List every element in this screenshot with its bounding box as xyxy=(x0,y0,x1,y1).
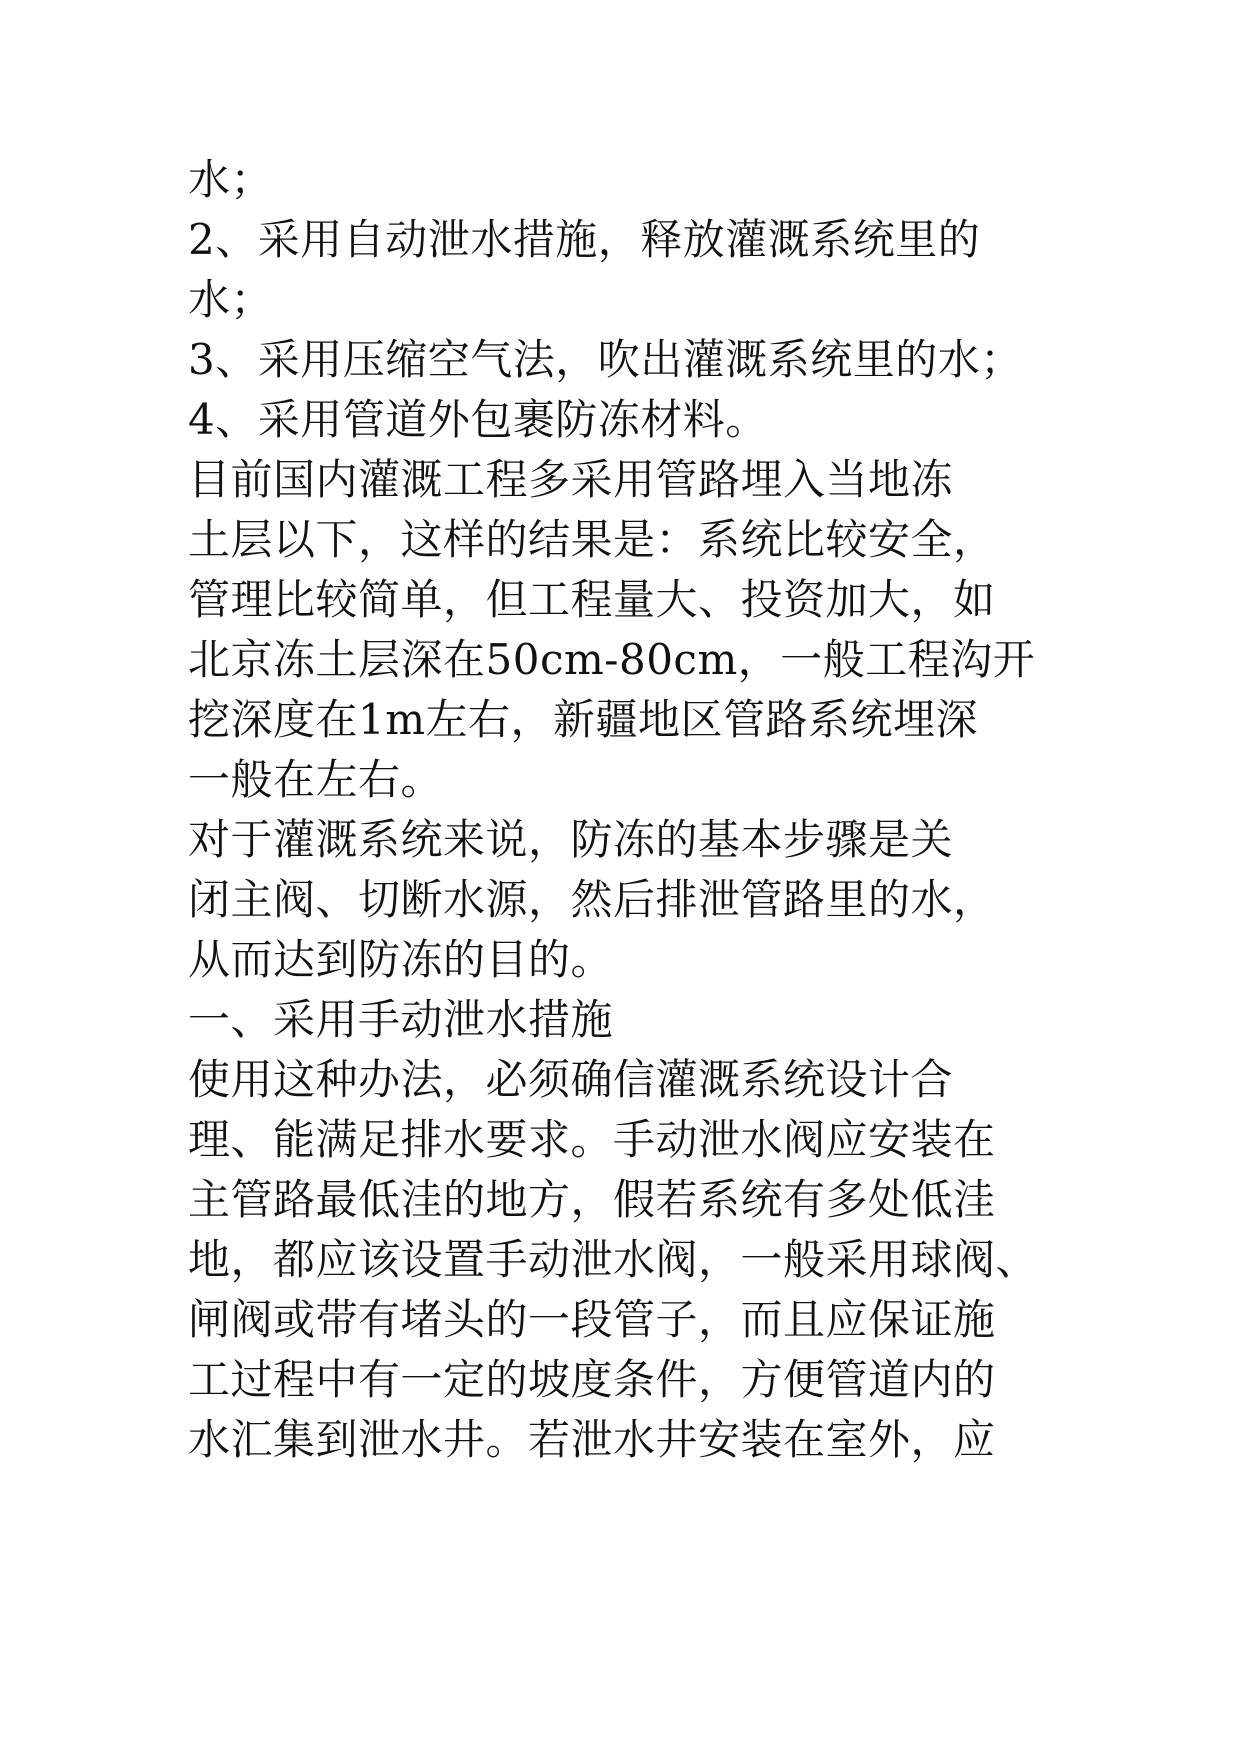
text-line: 对于灌溉系统来说，防冻的基本步骤是关 xyxy=(188,815,954,864)
body-text xyxy=(188,150,1068,1470)
text-line: 土层以下，这样的结果是：系统比较安全， xyxy=(188,515,996,564)
text-line: 地，都应该设置手动泄水阀，一般采用球阀、 xyxy=(188,1235,1039,1284)
text-line: 2、采用自动泄水措施，释放灌溉系统里的 xyxy=(188,215,981,264)
text-line: 闭主阀、切断水源，然后排泄管路里的水， xyxy=(188,875,996,924)
section-heading: 一、采用手动泄水措施 xyxy=(188,995,614,1044)
text-line: 4、采用管道外包裹防冻材料。 xyxy=(188,395,768,444)
text-line: 挖深度在1m左右，新疆地区管路系统埋深 xyxy=(188,695,979,744)
text-line: 3、采用压缩空气法，吹出灌溉系统里的水； xyxy=(188,335,1023,384)
text-line: 目前国内灌溉工程多采用管路埋入当地冻 xyxy=(188,455,954,504)
text-line: 主管路最低洼的地方，假若系统有多处低洼 xyxy=(188,1175,996,1224)
text-line: 水汇集到泄水井。若泄水井安装在室外，应 xyxy=(188,1415,996,1464)
text-line: 从而达到防冻的目的。 xyxy=(188,935,614,984)
text-line: 工过程中有一定的坡度条件，方便管道内的 xyxy=(188,1355,996,1404)
text-line: 理、能满足排水要求。手动泄水阀应安装在 xyxy=(188,1115,996,1164)
text-line: 水； xyxy=(188,155,274,204)
text-line: 使用这种办法，必须确信灌溉系统设计合 xyxy=(188,1055,954,1104)
text-line: 北京冻土层深在50cm-80cm，一般工程沟开 xyxy=(188,635,1036,684)
text-line: 管理比较简单，但工程量大、投资加大，如 xyxy=(188,575,996,624)
text-line: 一般在左右。 xyxy=(188,755,444,804)
text-line: 闸阀或带有堵头的一段管子，而且应保证施 xyxy=(188,1295,996,1344)
text-line: 水； xyxy=(188,275,274,324)
